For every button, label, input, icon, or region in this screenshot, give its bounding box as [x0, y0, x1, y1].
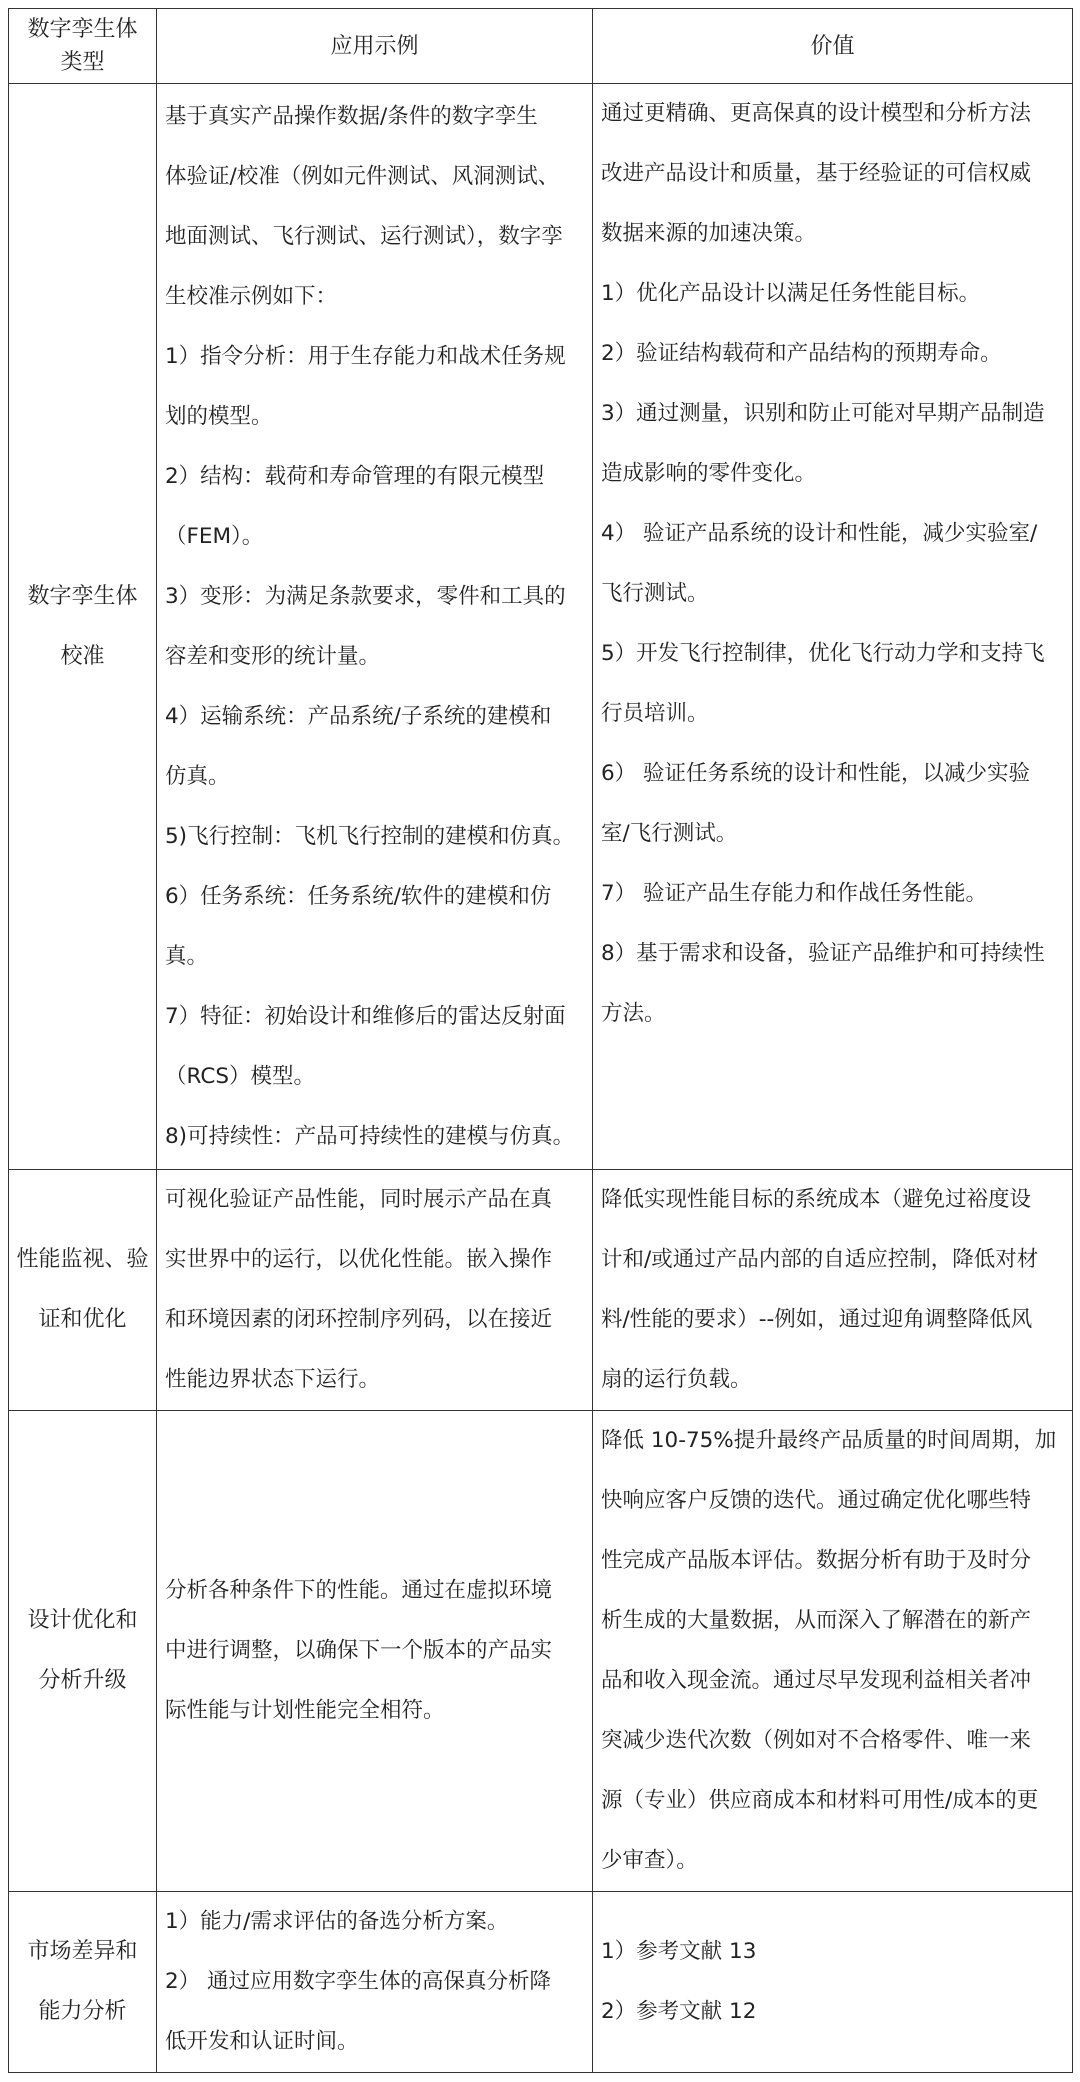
cell-line: （RCS）模型。	[165, 1063, 316, 1089]
cell-line: 7）特征：初始设计和维修后的雷达反射面	[165, 1003, 566, 1029]
cell-line: 改进产品设计和质量，基于经验证的可信权威	[601, 161, 1032, 186]
value-cell	[593, 1411, 1073, 1892]
cell-line: 数据来源的加速决策。	[601, 221, 817, 246]
cell-line: 性能监视、验	[16, 1247, 149, 1272]
cell-line: 体验证/校准（例如元件测试、风洞测试、	[165, 163, 560, 189]
cell-line: 8)可持续性：产品可持续性的建模与仿真。	[165, 1123, 575, 1149]
cell-line: 3）通过测量，识别和防止可能对早期产品制造	[601, 401, 1045, 426]
cell-line: 7） 验证产品生存能力和作战任务性能。	[601, 881, 988, 906]
header-value: 价值	[593, 9, 1073, 84]
type-cell	[9, 1411, 157, 1892]
cell-line: 造成影响的零件变化。	[601, 461, 817, 486]
cell-line: 数字孪生体	[27, 583, 138, 609]
cell-line: 降低 10-75%提升最终产品质量的时间周期，加	[601, 1428, 1057, 1453]
cell-line: 市场差异和	[27, 1939, 138, 1964]
cell-line: 仿真。	[165, 763, 230, 789]
cell-line: 降低实现性能目标的系统成本（避免过裕度设	[601, 1187, 1032, 1212]
cell-line: 1）参考文献 13	[601, 1939, 757, 1964]
table-row	[9, 84, 1073, 1170]
cell-line: 1）指令分析：用于生存能力和战术任务规	[165, 343, 566, 369]
cell-line: 析生成的大量数据，从而深入了解潜在的新产	[601, 1608, 1032, 1633]
cell-line: 地面测试、飞行测试、运行测试），数字孪	[165, 223, 563, 249]
twin-types-table	[8, 8, 1073, 2073]
cell-line: 5)飞行控制：飞机飞行控制的建模和仿真。	[165, 823, 575, 849]
cell-line: 校准	[60, 643, 105, 669]
cell-line: 4） 验证产品系统的设计和性能，减少实验室/	[601, 521, 1038, 546]
cell-line: 1）优化产品设计以满足任务性能目标。	[601, 281, 981, 306]
cell-line: 2）验证结构载荷和产品结构的预期寿命。	[601, 341, 1002, 366]
examples-cell	[157, 84, 593, 1170]
cell-line: 2） 通过应用数字孪生体的高保真分析降	[165, 1969, 552, 1994]
examples-cell	[157, 1411, 593, 1892]
type-cell	[9, 1170, 157, 1411]
cell-line: 5）开发飞行控制律，优化飞行动力学和支持飞	[601, 641, 1045, 666]
value-cell	[593, 1892, 1073, 2073]
table-row	[9, 1892, 1073, 2073]
cell-line: 1）能力/需求评估的备选分析方案。	[165, 1909, 509, 1934]
header-type: 数字孪生体 类型	[9, 9, 157, 84]
value-cell	[593, 1170, 1073, 1411]
cell-line: 设计优化和	[27, 1608, 138, 1633]
cell-line: 计和/或通过产品内部的自适应控制，降低对材	[601, 1247, 1039, 1272]
cell-line: 快响应客户反馈的迭代。通过确定优化哪些特	[601, 1488, 1032, 1513]
cell-line: 实世界中的运行，以优化性能。嵌入操作	[165, 1247, 553, 1272]
examples-cell	[157, 1892, 593, 2073]
cell-line: 扇的运行负载。	[601, 1367, 752, 1392]
cell-line: 分析升级	[38, 1668, 127, 1693]
cell-line: 源（专业）供应商成本和材料可用性/成本的更	[601, 1788, 1039, 1813]
cell-line: 室/飞行测试。	[601, 821, 738, 846]
cell-line: 行员培训。	[601, 701, 709, 726]
cell-line: 容差和变形的统计量。	[165, 643, 381, 669]
table-row	[9, 1411, 1073, 1892]
cell-line: 和环境因素的闭环控制序列码，以在接近	[165, 1307, 553, 1332]
header-examples: 应用示例	[157, 9, 593, 84]
cell-line: 少审查）。	[601, 1848, 698, 1873]
cell-line: 品和收入现金流。通过尽早发现利益相关者冲	[601, 1668, 1032, 1693]
examples-cell	[157, 1170, 593, 1411]
cell-line: 性完成产品版本评估。数据分析有助于及时分	[601, 1548, 1032, 1573]
cell-line: 料/性能的要求）--例如，通过迎角调整降低风	[601, 1307, 1033, 1332]
cell-line: 生校准示例如下：	[165, 283, 338, 309]
cell-line: 基于真实产品操作数据/条件的数字孪生	[165, 103, 538, 129]
cell-line: 际性能与计划性能完全相符。	[165, 1698, 445, 1723]
cell-line: （FEM）。	[165, 523, 264, 549]
cell-line: 能力分析	[38, 1999, 127, 2024]
header-row	[9, 9, 1073, 84]
cell-line: 2）参考文献 12	[601, 1999, 757, 2024]
cell-line: 真。	[165, 943, 209, 969]
cell-line: 分析各种条件下的性能。通过在虚拟环境	[165, 1578, 553, 1603]
cell-line: 性能边界状态下运行。	[165, 1367, 381, 1392]
cell-line: 6）任务系统：任务系统/软件的建模和仿	[165, 883, 552, 909]
cell-line: 飞行测试。	[601, 581, 709, 606]
cell-line: 方法。	[601, 1001, 666, 1026]
cell-line: 6） 验证任务系统的设计和性能，以减少实验	[601, 761, 1031, 786]
cell-line: 3）变形：为满足条款要求，零件和工具的	[165, 583, 566, 609]
type-cell	[9, 1892, 157, 2073]
table-row	[9, 1170, 1073, 1411]
cell-line: 低开发和认证时间。	[165, 2029, 359, 2054]
cell-line: 中进行调整，以确保下一个版本的产品实	[165, 1638, 553, 1663]
cell-line: 突减少迭代次数（例如对不合格零件、唯一来	[601, 1728, 1032, 1753]
cell-line: 4）运输系统：产品系统/子系统的建模和	[165, 703, 552, 729]
cell-line: 通过更精确、更高保真的设计模型和分析方法	[601, 101, 1032, 126]
cell-line: 证和优化	[38, 1307, 127, 1332]
value-cell	[593, 84, 1073, 1170]
cell-line: 划的模型。	[165, 403, 273, 429]
type-cell	[9, 84, 157, 1170]
cell-line: 可视化验证产品性能，同时展示产品在真	[165, 1187, 553, 1212]
cell-line: 2）结构：载荷和寿命管理的有限元模型	[165, 463, 545, 489]
cell-line: 8）基于需求和设备，验证产品维护和可持续性	[601, 941, 1045, 966]
